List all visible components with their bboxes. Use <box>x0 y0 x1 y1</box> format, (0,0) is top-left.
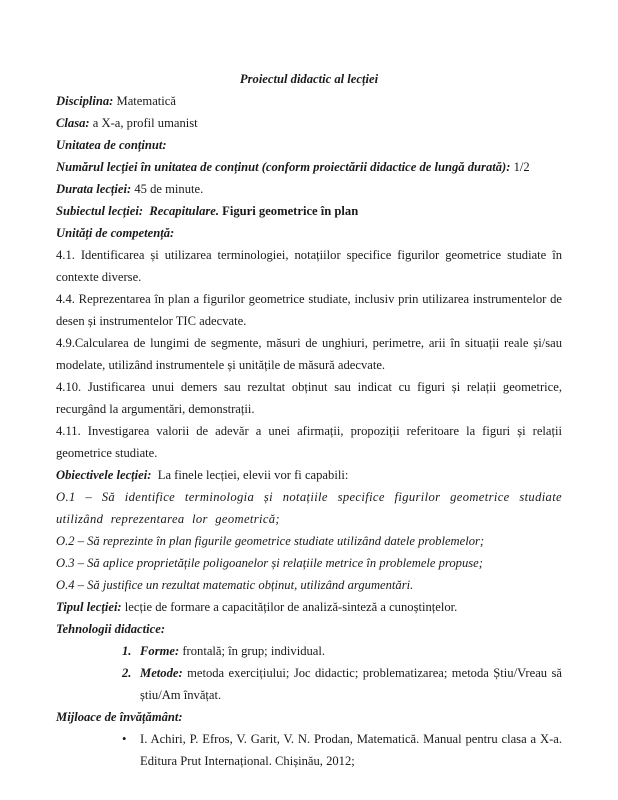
durata-value: 45 de minute. <box>131 182 204 196</box>
numarul-label: Numărul lecției în unitatea de conținut (conform proiectării didactice de lungă durată): <box>56 160 511 174</box>
subiectul-label: Subiectul lecției: <box>56 204 144 218</box>
obiectiv-item: O.1 – Să identifice terminologia și notațiile specifice figurilor geometrice studiate utilizând reprezentarea lor geometrică; <box>56 490 562 526</box>
mijloace-list <box>56 728 562 772</box>
disciplina-line <box>56 90 562 112</box>
competente-label: Unități de competență: <box>56 226 175 240</box>
tehnologii-item <box>92 640 562 662</box>
tehnologii-list <box>56 640 562 706</box>
document-title: Proiectul didactic al lecției <box>239 72 379 86</box>
obiective-line <box>56 464 562 486</box>
metode-label: Metode: <box>140 666 183 680</box>
mijloace-item-text: I. Achiri, P. Efros, V. Garit, V. N. Prodan, Matematică. Manual pentru clasa a X-a. Editura Prut Internațional. Chișinău, 2012; <box>140 732 562 768</box>
disciplina-label: Disciplina: <box>56 94 114 108</box>
numarul-line <box>56 156 562 178</box>
forme-value: frontală; în grup; individual. <box>179 644 326 658</box>
obiectiv-item: O.4 – Să justifice un rezultat matematic obținut, utilizând argumentări. <box>56 578 414 592</box>
unitatea-line <box>56 134 562 156</box>
tipul-line <box>56 596 562 618</box>
subiectul-value: Figuri geometrice în plan <box>219 204 359 218</box>
obiectiv-item: O.2 – Să reprezinte în plan figurile geometrice studiate utilizând datele problemelor; <box>56 534 485 548</box>
competenta-item: 4.1. Identificarea și utilizarea terminologiei, notațiilor specifice figurilor geometrice studiate în contexte diverse. <box>56 248 562 284</box>
tehnologii-item <box>92 662 562 706</box>
document-page <box>56 68 562 772</box>
obiectiv-item: O.3 – Să aplice proprietățile poligoanelor și relațiile metrice în problemele propuse; <box>56 556 483 570</box>
numarul-value: 1/2 <box>510 160 530 174</box>
tehnologii-label: Tehnologii didactice: <box>56 622 166 636</box>
tipul-label: Tipul lecției: <box>56 600 122 614</box>
metode-value: metoda exercițiului; Joc didactic; problematizarea; metoda Știu/Vreau să știu/Am învățat. <box>140 666 562 702</box>
clasa-line <box>56 112 562 134</box>
obiective-label: Obiectivele lecției: <box>56 468 152 482</box>
mijloace-label: Mijloace de învățământ: <box>56 710 183 724</box>
clasa-value: a X-a, profil umanist <box>89 116 198 130</box>
mijloace-item <box>92 728 562 772</box>
list-number: 2. <box>122 666 132 680</box>
forme-label: Forme: <box>140 644 180 658</box>
competenta-item: 4.4. Reprezentarea în plan a figurilor geometrice studiate, inclusiv prin utilizarea instrumentelor de desen și instrumentelor TIC adecvate. <box>56 292 562 328</box>
durata-line <box>56 178 562 200</box>
durata-label: Durata lecției: <box>56 182 132 196</box>
competenta-item: 4.9.Calcularea de lungimi de segmente, măsuri de unghiuri, perimetre, arii în situații reale și/sau modelate, utilizând instrumentele și unitățile de măsură adecvate. <box>56 336 562 372</box>
list-number: 1. <box>122 644 132 658</box>
subiectul-emphasis: Recapitulare. <box>143 204 220 218</box>
obiective-value: La finele lecției, elevii vor fi capabili: <box>151 468 349 482</box>
tipul-value: lecție de formare a capacităților de analiză-sinteză a cunoștințelor. <box>121 600 458 614</box>
disciplina-value: Matematică <box>113 94 176 108</box>
clasa-label: Clasa: <box>56 116 90 130</box>
bullet-icon: • <box>122 732 127 746</box>
subiectul-line <box>56 200 562 222</box>
competenta-item: 4.10. Justificarea unui demers sau rezultat obținut sau indicat cu figuri și relații geometrice, recurgând la argumentări, demonstrații. <box>56 380 562 416</box>
unitatea-label: Unitatea de conținut: <box>56 138 167 152</box>
competenta-item: 4.11. Investigarea valorii de adevăr a unei afirmații, propoziții referitoare la figuri și relații geometrice studiate. <box>56 424 562 460</box>
